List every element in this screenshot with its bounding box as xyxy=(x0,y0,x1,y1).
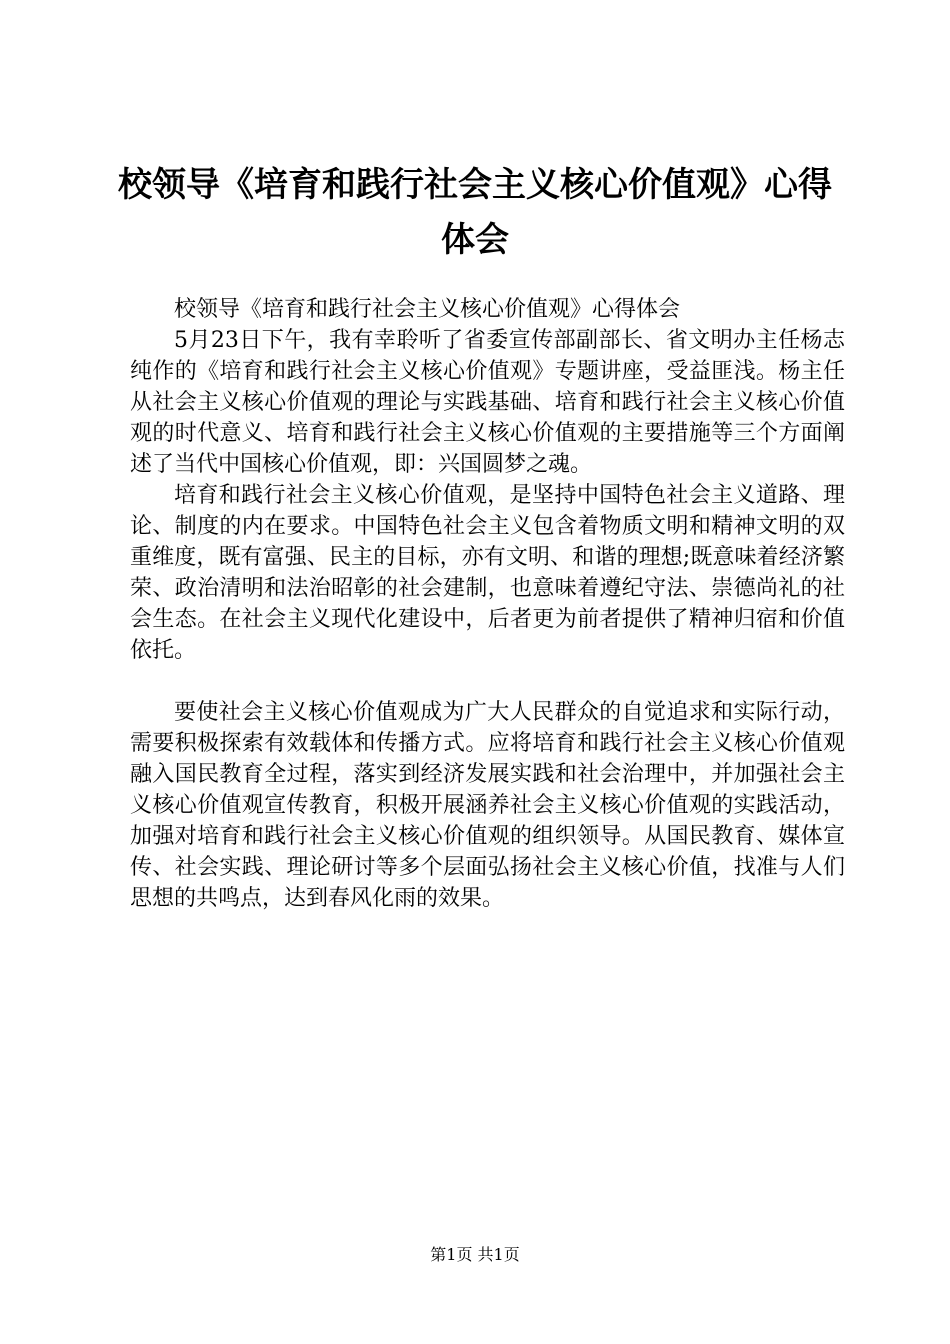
paragraph-3: 要使社会主义核心价值观成为广大人民群众的自觉追求和实际行动，需要积极探索有效载体和传播方式。应将培育和践行社会主义核心价值观融入国民教育全过程，落实到经济发展实践和社会治理中，并加强社会主义核心价值观宣传教育，积极开展涵养社会主义核心价值观的实践活动，加强对培育和践行社会主义核心价值观的组织领导。从国民教育、媒体宣传、社会实践、理论研讨等多个层面弘扬社会主义核心价值，找准与人们思想的共鸣点，达到春风化雨的效果。 xyxy=(130,700,845,911)
paragraph-2: 培育和践行社会主义核心价值观，是坚持中国特色社会主义道路、理论、制度的内在要求。中国特色社会主义包含着物质文明和精神文明的双重维度，既有富强、民主的目标，亦有文明、和谐的理想;既意味着经济繁荣、政治清明和法治昭彰的社会建制，也意味着遵纪守法、崇德尚礼的社会生态。在社会主义现代化建设中，后者更为前者提供了精神归宿和价值依托。 xyxy=(130,483,845,663)
paragraph-1: 5月23日下午，我有幸聆听了省委宣传部副部长、省文明办主任杨志纯作的《培育和践行社会主义核心价值观》专题讲座，受益匪浅。杨主任从社会主义核心价值观的理论与实践基础、培育和践行社会主义核心价值观的时代意义、培育和践行社会主义核心价值观的主要措施等三个方面阐述了当代中国核心价值观，即：兴国圆梦之魂。 xyxy=(130,328,845,477)
document-body xyxy=(130,294,845,914)
paragraph-subtitle: 校领导《培育和践行社会主义核心价值观》心得体会 xyxy=(174,297,681,322)
document-title: 校领导《培育和践行社会主义核心价值观》心得体会 xyxy=(118,165,832,260)
page-footer: 第1页 共1页 xyxy=(430,1245,520,1264)
